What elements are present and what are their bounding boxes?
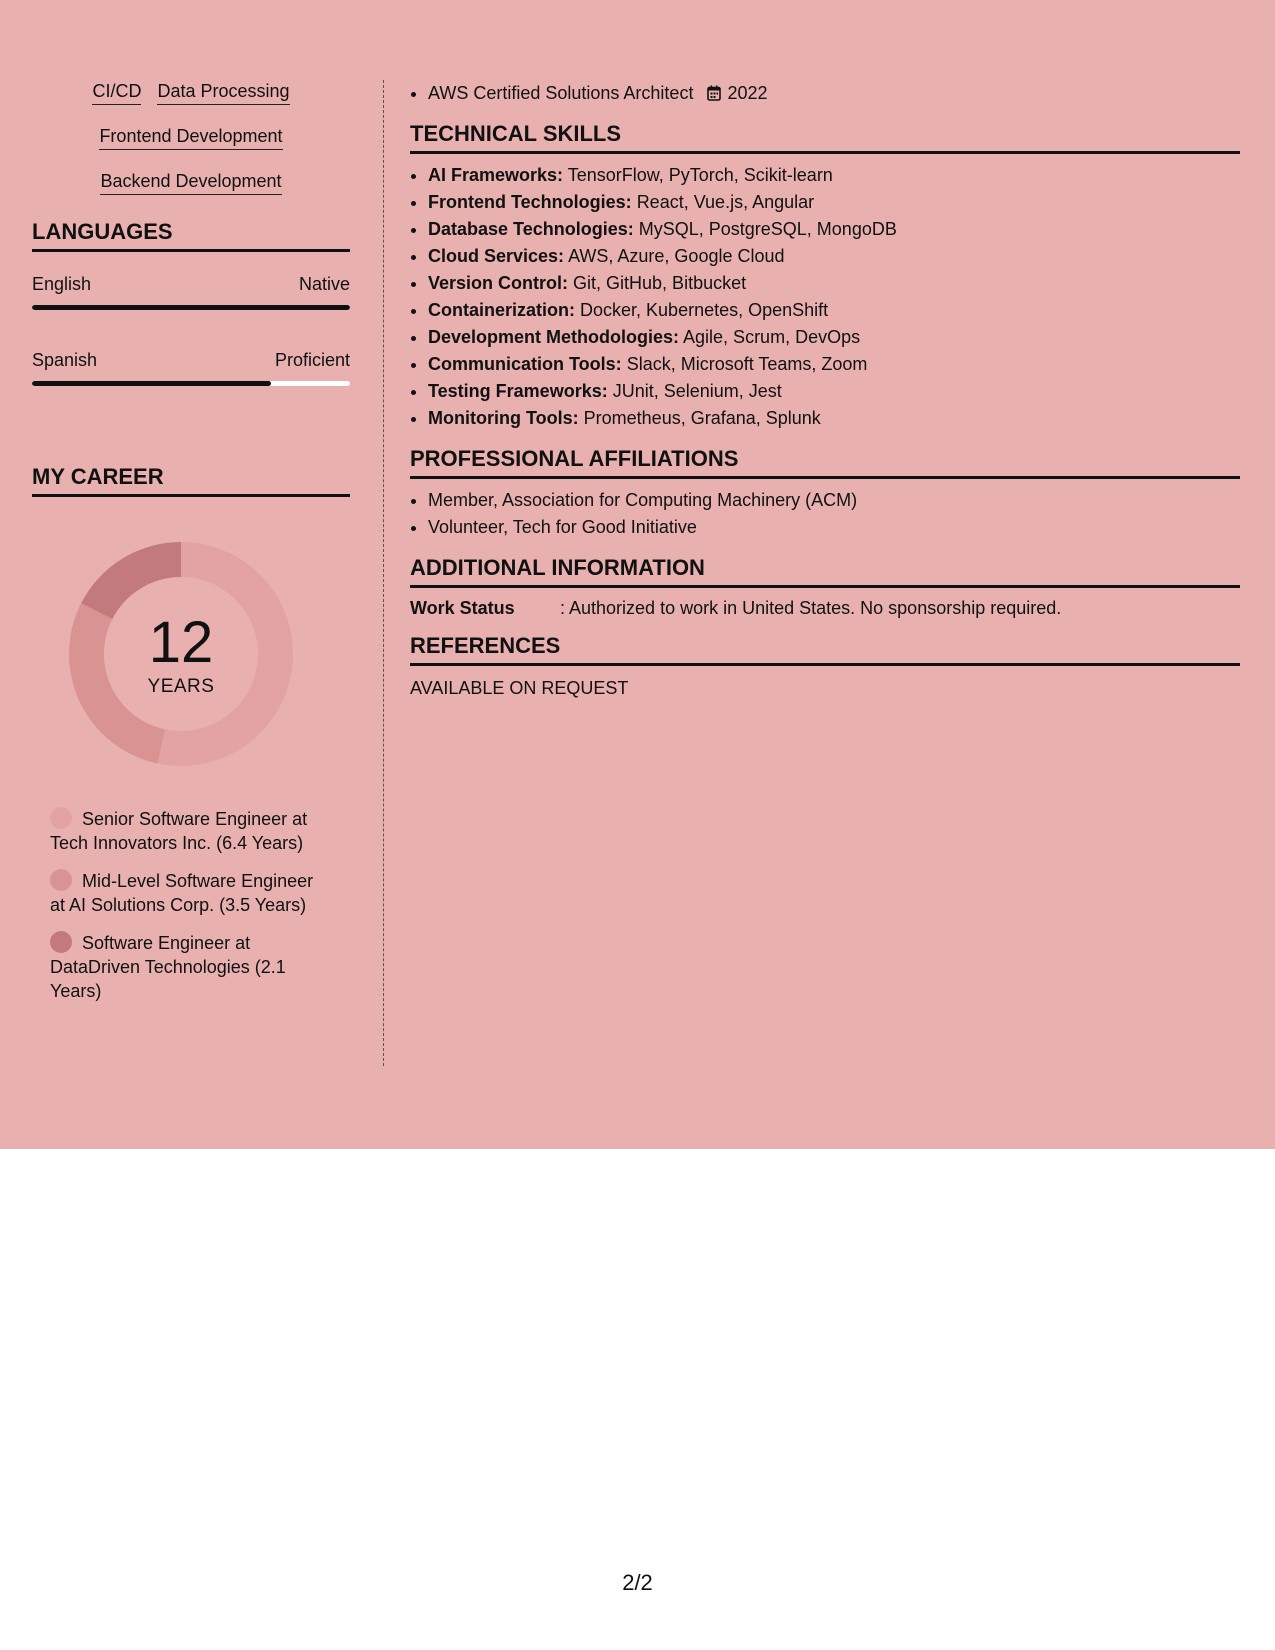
language-row xyxy=(32,350,350,371)
references-heading: REFERENCES xyxy=(410,633,1240,666)
skill-values: Docker, Kubernetes, OpenShift xyxy=(580,300,829,320)
language-proficiency-bar xyxy=(32,305,350,310)
career-total-years: 12 xyxy=(148,610,214,675)
skill-category: Monitoring Tools: xyxy=(428,408,579,428)
career-legend-item xyxy=(50,931,330,1003)
skill-category: Containerization: xyxy=(428,300,575,320)
skill-category: Version Control: xyxy=(428,273,569,293)
skill-category: AI Frameworks: xyxy=(428,165,564,185)
skill-values: Slack, Microsoft Teams, Zoom xyxy=(626,354,868,374)
references-section xyxy=(410,633,1240,699)
career-heading: MY CAREER xyxy=(32,464,350,497)
right-column xyxy=(410,80,1240,699)
career-role-label: Senior Software Engineer at Tech Innovators Inc. (6.4 Years) xyxy=(50,809,308,853)
skill-values: JUnit, Selenium, Jest xyxy=(612,381,782,401)
skill-category: Communication Tools: xyxy=(428,354,622,374)
certification-item xyxy=(428,80,1240,107)
skill-tag: Frontend Development xyxy=(99,125,282,150)
technical-skill-item xyxy=(428,270,1240,297)
work-status-row xyxy=(410,598,1240,619)
career-donut-chart xyxy=(66,539,296,769)
additional-info-section xyxy=(410,555,1240,619)
affiliation-item: • Volunteer, Tech for Good Initiative xyxy=(428,514,1240,541)
page-number: 2/2 xyxy=(622,1570,653,1595)
affiliation-item: • Member, Association for Computing Machinery (ACM) xyxy=(428,487,1240,514)
technical-skill-item xyxy=(428,162,1240,189)
career-legend xyxy=(50,807,330,1003)
work-status-value: : Authorized to work in United States. No sponsorship required. xyxy=(560,598,1062,618)
technical-skill-item xyxy=(428,324,1240,351)
skill-tag-row xyxy=(32,125,350,150)
languages-section xyxy=(32,219,350,386)
skill-category: Development Methodologies: xyxy=(428,327,680,347)
work-status-label: Work Status xyxy=(410,598,515,618)
certification-name: AWS Certified Solutions Architect xyxy=(428,83,694,103)
technical-skills-list xyxy=(410,162,1240,432)
skill-category: Frontend Technologies: xyxy=(428,192,632,212)
skill-values: Agile, Scrum, DevOps xyxy=(683,327,861,347)
skill-tag-row xyxy=(32,170,350,195)
language-row xyxy=(32,274,350,295)
language-level: Proficient xyxy=(274,350,350,370)
legend-dot-icon xyxy=(50,869,72,891)
language-proficiency-fill xyxy=(32,305,350,310)
skill-category: Testing Frameworks: xyxy=(428,381,608,401)
career-role-label: Mid-Level Software Engineer at AI Solutions Corp. (3.5 Years) xyxy=(50,871,314,915)
skill-values: Prometheus, Grafana, Splunk xyxy=(583,408,821,428)
technical-skill-item xyxy=(428,243,1240,270)
skill-category: Cloud Services: xyxy=(428,246,565,266)
skill-tags xyxy=(32,80,350,195)
skill-tag: CI/CD xyxy=(92,80,141,105)
career-section xyxy=(32,464,350,1003)
language-proficiency-bar xyxy=(32,381,350,386)
language-level: Native xyxy=(298,274,350,294)
language-name: Spanish xyxy=(32,350,98,370)
technical-skill-item xyxy=(428,378,1240,405)
language-list xyxy=(32,274,350,386)
additional-info-heading: ADDITIONAL INFORMATION xyxy=(410,555,1240,588)
affiliations-list xyxy=(410,487,1240,541)
skill-values: Git, GitHub, Bitbucket xyxy=(573,273,747,293)
affiliations-section xyxy=(410,446,1240,541)
skill-category: Database Technologies: xyxy=(428,219,634,239)
skill-values: TensorFlow, PyTorch, Scikit-learn xyxy=(567,165,833,185)
certification-year: 2022 xyxy=(727,83,768,103)
left-column xyxy=(32,80,350,1017)
legend-dot-icon xyxy=(50,807,72,829)
career-legend-item xyxy=(50,869,330,917)
career-role-label: Software Engineer at DataDriven Technologies (2.1 Years) xyxy=(50,933,286,1001)
legend-dot-icon xyxy=(50,931,72,953)
technical-skill-item xyxy=(428,351,1240,378)
donut-center xyxy=(66,539,296,769)
certification-list xyxy=(410,80,1240,107)
technical-skills-heading: TECHNICAL SKILLS xyxy=(410,121,1240,154)
language-proficiency-fill xyxy=(32,381,271,386)
technical-skill-item xyxy=(428,189,1240,216)
calendar-icon xyxy=(707,82,721,98)
career-years-unit: YEARS xyxy=(147,676,215,697)
technical-skill-item xyxy=(428,297,1240,324)
technical-skill-item xyxy=(428,216,1240,243)
technical-skill-item xyxy=(428,405,1240,432)
technical-skills-section xyxy=(410,121,1240,432)
skill-values: AWS, Azure, Google Cloud xyxy=(568,246,785,266)
career-legend-item xyxy=(50,807,330,855)
skill-tag: Backend Development xyxy=(100,170,281,195)
skill-tag: Data Processing xyxy=(157,80,289,105)
skill-tag-row xyxy=(32,80,350,105)
column-divider xyxy=(383,80,384,1066)
references-text: AVAILABLE ON REQUEST xyxy=(410,678,629,698)
language-name: English xyxy=(32,274,92,294)
skill-values: React, Vue.js, Angular xyxy=(636,192,815,212)
affiliations-heading: PROFESSIONAL AFFILIATIONS xyxy=(410,446,1240,479)
skill-values: MySQL, PostgreSQL, MongoDB xyxy=(638,219,897,239)
languages-heading: LANGUAGES xyxy=(32,219,350,252)
